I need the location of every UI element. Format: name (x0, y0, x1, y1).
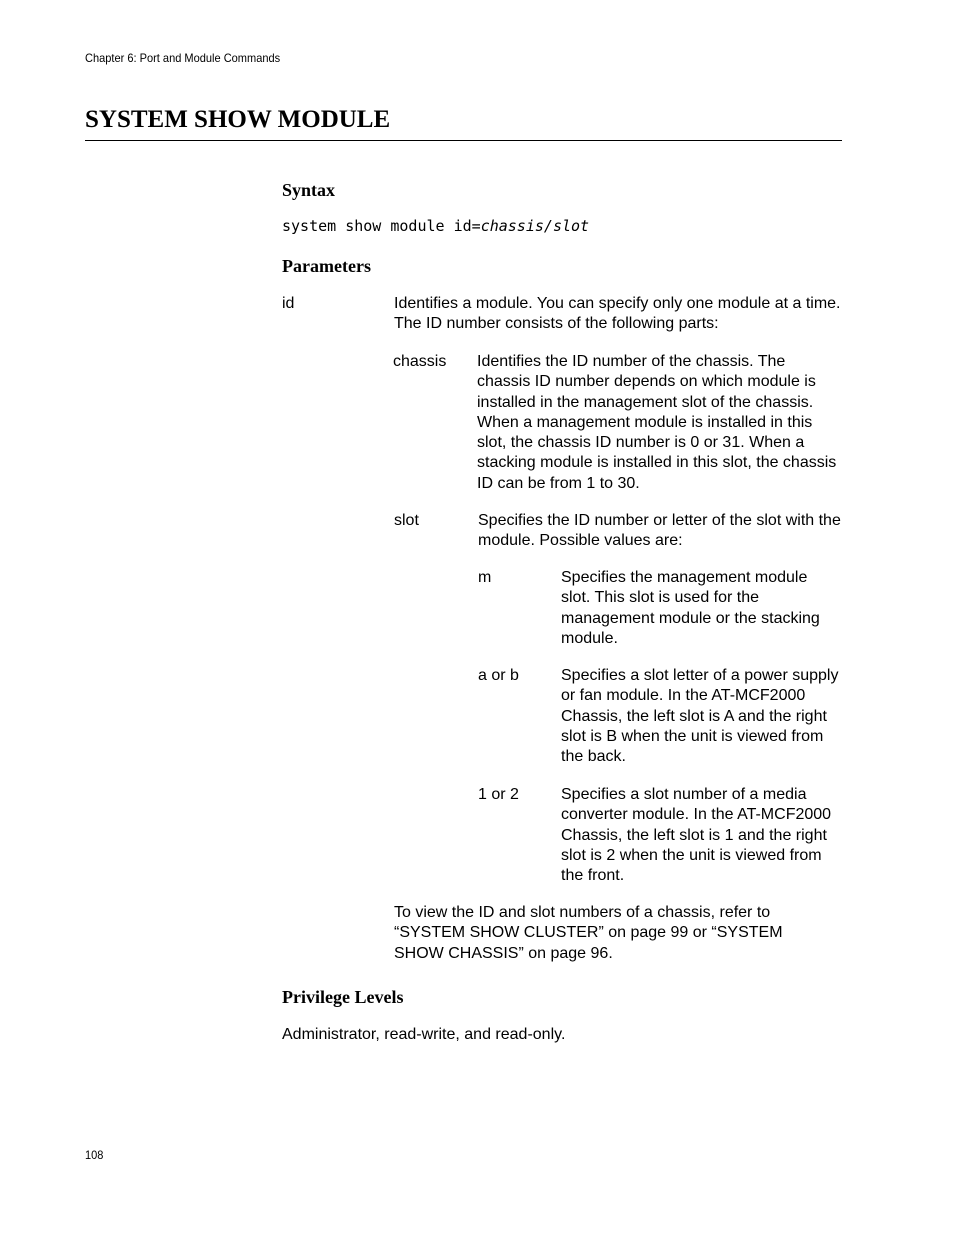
privilege-text: Administrator, read-write, and read-only. (282, 1026, 566, 1043)
page-title: SYSTEM SHOW MODULE (85, 106, 391, 133)
param-chassis-description: Identifies the ID number of the chassis. The chassis ID number depends on which module is installed in the management slot of the chassis. When a management module is installed in this slot, the chassis ID number is 0 or 31. When a stacking module is installed in this slot, the chassis ID can be from 1 to 30. (477, 353, 837, 492)
title-rule (85, 140, 842, 141)
syntax-command (282, 217, 589, 235)
syntax-chassis-arg: chassis (480, 217, 544, 235)
syntax-slot-arg: slot (552, 217, 590, 235)
value-ab-description: Specifies a slot letter of a power supply or fan module. In the AT-MCF2000 Chassis, the left slot is A and the right slot is B when the unit is viewed from the back. (561, 667, 839, 766)
page-number: 108 (85, 1148, 104, 1162)
parameters-heading: Parameters (282, 256, 371, 276)
param-slot-description: Specifies the ID number or letter of the slot with the module. Possible values are: (478, 512, 841, 550)
value-m-name: m (478, 569, 492, 586)
param-chassis-name: chassis (393, 353, 447, 370)
param-id-description: Identifies a module. You can specify only one module at a time. The ID number consists of the following parts: (394, 295, 841, 333)
running-header: Chapter 6: Port and Module Commands (85, 51, 281, 65)
syntax-separator: / (543, 217, 553, 235)
parameters-note: To view the ID and slot numbers of a chassis, refer to “SYSTEM SHOW CLUSTER” on page 99 or “SYSTEM SHOW CHASSIS” on page 96. (394, 904, 783, 962)
value-12-description: Specifies a slot number of a media converter module. In the AT-MCF2000 Chassis, the left slot is 1 and the right slot is 2 when the unit is viewed from the front. (561, 786, 832, 885)
privilege-heading: Privilege Levels (282, 987, 404, 1007)
syntax-command-text: system show module id= (282, 217, 481, 235)
value-m-description: Specifies the management module slot. This slot is used for the management module or the stacking module. (561, 569, 820, 647)
value-12-name: 1 or 2 (478, 786, 519, 803)
value-ab-name: a or b (478, 667, 519, 684)
param-id-name: id (282, 295, 295, 312)
param-slot-name: slot (394, 512, 419, 529)
syntax-heading: Syntax (282, 180, 336, 200)
